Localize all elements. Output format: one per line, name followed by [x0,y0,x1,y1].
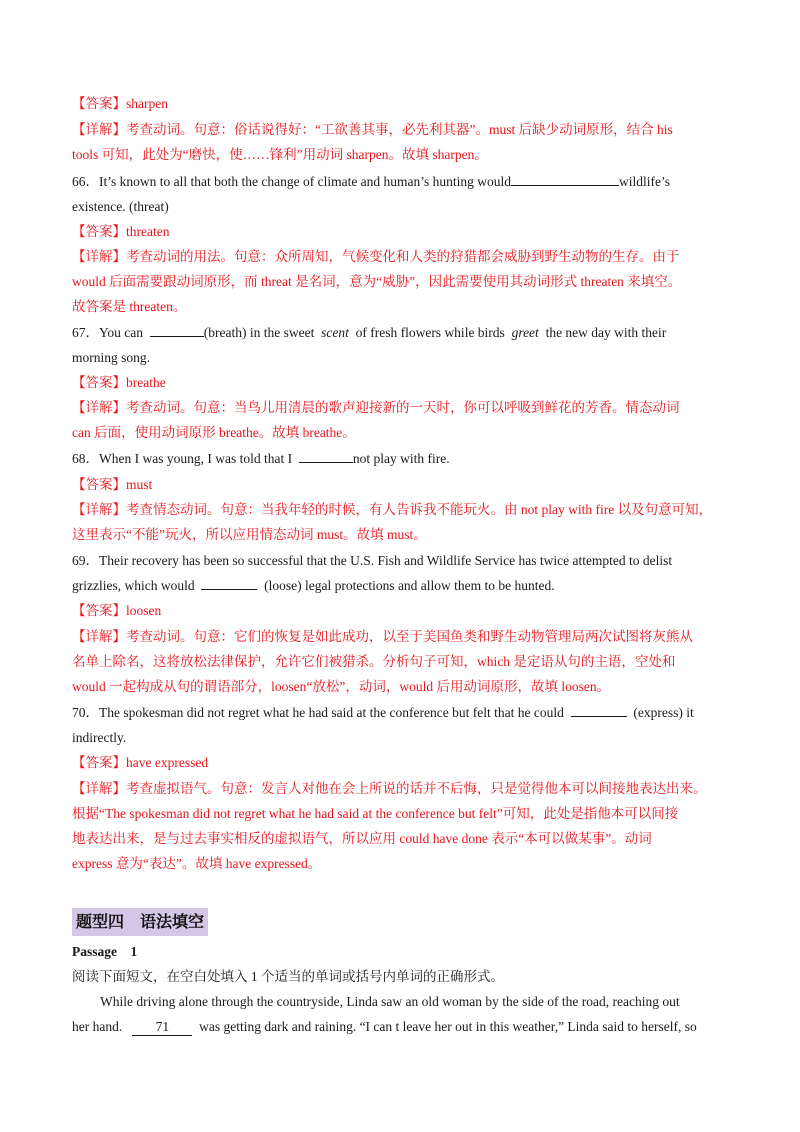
passage-blank-71: 71 [132,1019,192,1036]
passage-paragraph-2 [72,1017,697,1037]
q66-detail-2: would 后面需要跟动词原形，而 threat 是名词，意为“威胁”，因此需要使用其动词形式 threaten 来填空。 [72,274,682,289]
q69-stem-text-b: (loose) legal protections and allow them to be hunted. [264,578,555,593]
passage-paragraph-1: While driving alone through the countryside, Linda saw an old woman by the side of the road, reaching out [100,994,680,1009]
q69-detail-1: 【详解】考查动词。句意：它们的恢复是如此成功，以至于美国鱼类和野生动物管理局两次试图将灰熊从 [72,629,693,644]
q67-answer: 【答案】breathe [72,375,166,390]
q67-stem-text-a: 67．You can [72,325,144,340]
q67-stem-2: morning song. [72,350,151,365]
q67-word-greet: greet [511,325,539,340]
q66-detail-3: 故答案是 threaten。 [72,299,187,314]
q68-detail-1: 【详解】考查情态动词。句意：当我年轻的时候，有人告诉我不能玩火。由 not play with fire 以及句意可知， [72,502,713,517]
q68-answer: 【答案】must [72,477,153,492]
q68-stem-text-b: not play with fire. [352,451,450,466]
q66-stem-text-b: wildlife’s [619,174,671,189]
q65-detail-2: tools 可知，此处为“磨快，使……锋利”用动词 sharpen。故填 sharpen。 [72,147,488,162]
q68-blank [299,449,353,463]
q70-detail-3: 地表达出来，是与过去事实相反的虚拟语气，所以应用 could have done 表示“本可以做某事”。动词 [72,831,652,846]
q67-stem-text-f: the new day with their [545,325,667,340]
passage-instruction: 阅读下面短文，在空白处填入 1 个适当的单词或括号内单词的正确形式。 [72,969,504,984]
q67-word-scent: scent [321,325,349,340]
q70-detail-4: express 意为“表达”。故填 have expressed。 [72,856,322,871]
q70-stem-2: indirectly. [72,730,127,745]
passage-text-a: her hand. [72,1019,123,1034]
q70-blank [571,703,627,717]
q67-detail-1: 【详解】考查动词。句意：当鸟儿用清晨的歌声迎接新的一天时，你可以呼吸到鲜花的芳香。情态动词 [72,400,680,415]
q68-stem-text-a: 68．When I was young, I was told that I [72,451,293,466]
q70-detail-2: 根据“The spokesman did not regret what he had said at the conference but felt”可知，此处是指他本可以间接 [72,806,679,821]
q69-detail-2: 名单上除名，这将放松法律保护，允许它们被猎杀。分析句子可知，which 是定语从句的主语，空处和 [72,654,676,669]
q69-stem-text-a: grizzlies, which would [72,578,195,593]
q67-stem-text-b: (breath) in the sweet [203,325,315,340]
q69-stem-1: 69．Their recovery has been so successful that the U.S. Fish and Wildlife Service has twice attempted to delist [72,553,673,568]
q70-stem-text-a: 70．The spokesman did not regret what he had said at the conference but felt that he could [72,705,564,720]
q66-stem-text-a: 66．It’s known to all that both the change of climate and human’s hunting would [72,174,512,189]
q70-stem-text-b: (express) it [633,705,694,720]
passage-text-b: was getting dark and raining. “I can t leave her out in this weather,” Linda said to herself, so [199,1019,697,1034]
q69-blank [201,576,257,590]
q69-detail-3: would 一起构成从句的谓语部分，loosen“放松”，动词，would 后用动词原形，故填 loosen。 [72,679,611,694]
q67-stem-1 [72,323,666,343]
q66-detail-1: 【详解】考查动词的用法。句意：众所周知，气候变化和人类的狩猎都会威胁到野生动物的生存。由于 [72,249,680,264]
q67-detail-2: can 后面，使用动词原形 breathe。故填 breathe。 [72,425,356,440]
q67-stem-text-d: of fresh flowers while birds [355,325,505,340]
q66-blank [511,172,619,186]
q68-stem-1 [72,449,450,469]
q66-answer: 【答案】threaten [72,224,170,239]
q69-stem-2 [72,576,555,596]
section-title: 题型四 语法填空 [72,908,208,936]
q66-stem-2: existence. (threat) [72,199,169,214]
passage-label: Passage 1 [72,944,138,959]
q67-blank [150,323,204,337]
q65-answer: 【答案】sharpen [72,96,168,111]
q65-detail-1: 【详解】考查动词。句意：俗话说得好：“工欲善其事，必先利其器”。must 后缺少动词原形，结合 his [72,122,673,137]
q70-answer: 【答案】have expressed [72,755,209,770]
q70-detail-1: 【详解】考查虚拟语气。句意：发言人对他在会上所说的话并不后悔，只是觉得他本可以间接地表达出来。 [72,781,707,796]
q69-answer: 【答案】loosen [72,603,162,618]
q68-detail-2: 这里表示“不能”玩火，所以应用情态动词 must。故填 must。 [72,527,427,542]
q70-stem-1 [72,703,694,723]
q66-stem-1 [72,172,670,192]
